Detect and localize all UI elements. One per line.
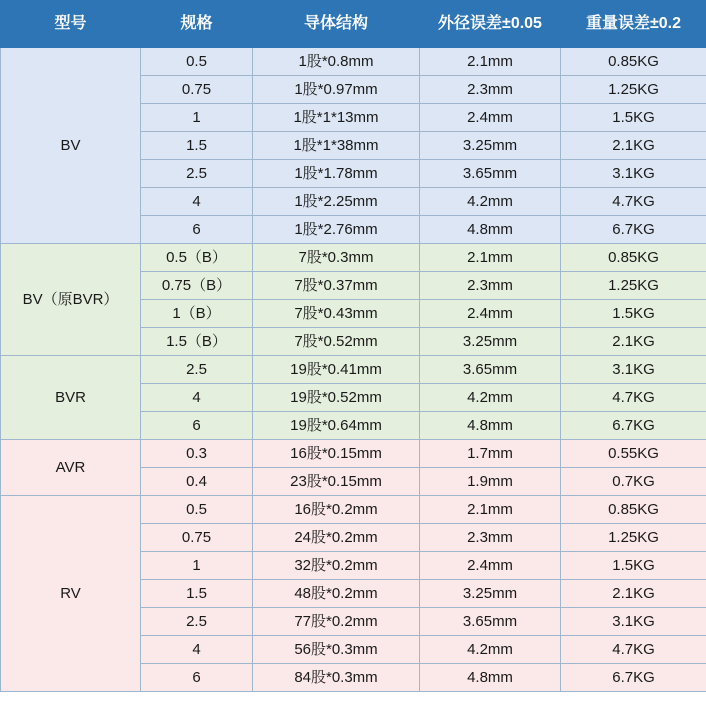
column-header-conductor: 导体结构 bbox=[253, 1, 420, 48]
cell-spec: 6 bbox=[141, 216, 253, 244]
cell-spec: 0.4 bbox=[141, 468, 253, 496]
cell-spec: 1 bbox=[141, 552, 253, 580]
cell-weight: 4.7KG bbox=[561, 188, 706, 216]
cell-spec: 1.5（B） bbox=[141, 328, 253, 356]
cell-weight: 4.7KG bbox=[561, 636, 706, 664]
cell-od: 2.4mm bbox=[420, 104, 561, 132]
cell-od: 1.9mm bbox=[420, 468, 561, 496]
cell-weight: 1.5KG bbox=[561, 104, 706, 132]
cell-conductor: 84股*0.3mm bbox=[253, 664, 420, 692]
table-row bbox=[1, 356, 706, 384]
cell-conductor: 16股*0.2mm bbox=[253, 496, 420, 524]
cell-weight: 0.7KG bbox=[561, 468, 706, 496]
cell-od: 4.8mm bbox=[420, 216, 561, 244]
cell-weight: 1.5KG bbox=[561, 552, 706, 580]
cell-conductor: 48股*0.2mm bbox=[253, 580, 420, 608]
cell-od: 2.1mm bbox=[420, 48, 561, 76]
cell-weight: 0.85KG bbox=[561, 496, 706, 524]
cell-conductor: 7股*0.52mm bbox=[253, 328, 420, 356]
cell-od: 1.7mm bbox=[420, 440, 561, 468]
cell-conductor: 7股*0.3mm bbox=[253, 244, 420, 272]
cell-od: 2.3mm bbox=[420, 524, 561, 552]
cell-weight: 2.1KG bbox=[561, 580, 706, 608]
cell-spec: 0.5（B） bbox=[141, 244, 253, 272]
cell-spec: 0.3 bbox=[141, 440, 253, 468]
cell-od: 3.25mm bbox=[420, 132, 561, 160]
table-row bbox=[1, 440, 706, 468]
cell-weight: 1.25KG bbox=[561, 272, 706, 300]
cell-spec: 0.75 bbox=[141, 76, 253, 104]
cell-od: 2.1mm bbox=[420, 244, 561, 272]
cell-od: 4.8mm bbox=[420, 412, 561, 440]
cell-spec: 1 bbox=[141, 104, 253, 132]
cell-spec: 1.5 bbox=[141, 580, 253, 608]
cell-weight: 1.25KG bbox=[561, 524, 706, 552]
cell-conductor: 1股*1*38mm bbox=[253, 132, 420, 160]
table-row bbox=[1, 496, 706, 524]
cell-od: 2.1mm bbox=[420, 496, 561, 524]
cell-conductor: 23股*0.15mm bbox=[253, 468, 420, 496]
cell-weight: 0.85KG bbox=[561, 48, 706, 76]
cell-spec: 0.75（B） bbox=[141, 272, 253, 300]
cell-conductor: 1股*0.8mm bbox=[253, 48, 420, 76]
cell-weight: 6.7KG bbox=[561, 216, 706, 244]
column-header-spec: 规格 bbox=[141, 1, 253, 48]
column-header-weight-tolerance: 重量误差±0.2 bbox=[561, 1, 706, 48]
cell-model: RV bbox=[1, 496, 141, 692]
cell-spec: 0.75 bbox=[141, 524, 253, 552]
cell-weight: 1.5KG bbox=[561, 300, 706, 328]
cell-model: AVR bbox=[1, 440, 141, 496]
cell-weight: 3.1KG bbox=[561, 356, 706, 384]
cell-od: 4.2mm bbox=[420, 188, 561, 216]
cell-model: BVR bbox=[1, 356, 141, 440]
cell-od: 4.2mm bbox=[420, 384, 561, 412]
cell-od: 2.3mm bbox=[420, 76, 561, 104]
table-row bbox=[1, 244, 706, 272]
cell-weight: 2.1KG bbox=[561, 328, 706, 356]
cell-spec: 0.5 bbox=[141, 496, 253, 524]
cell-weight: 2.1KG bbox=[561, 132, 706, 160]
cell-weight: 3.1KG bbox=[561, 608, 706, 636]
cell-spec: 4 bbox=[141, 384, 253, 412]
column-header-model: 型号 bbox=[1, 1, 141, 48]
cell-spec: 4 bbox=[141, 636, 253, 664]
cell-conductor: 1股*0.97mm bbox=[253, 76, 420, 104]
cell-spec: 6 bbox=[141, 664, 253, 692]
cell-spec: 1（B） bbox=[141, 300, 253, 328]
cell-conductor: 19股*0.41mm bbox=[253, 356, 420, 384]
table-body bbox=[1, 48, 706, 692]
cell-od: 3.65mm bbox=[420, 356, 561, 384]
cell-conductor: 56股*0.3mm bbox=[253, 636, 420, 664]
cell-weight: 4.7KG bbox=[561, 384, 706, 412]
cell-conductor: 1股*2.76mm bbox=[253, 216, 420, 244]
cell-weight: 6.7KG bbox=[561, 664, 706, 692]
cell-weight: 0.85KG bbox=[561, 244, 706, 272]
table-row bbox=[1, 48, 706, 76]
cell-weight: 6.7KG bbox=[561, 412, 706, 440]
cell-od: 4.8mm bbox=[420, 664, 561, 692]
cell-conductor: 7股*0.43mm bbox=[253, 300, 420, 328]
cell-spec: 0.5 bbox=[141, 48, 253, 76]
cell-weight: 1.25KG bbox=[561, 76, 706, 104]
cell-conductor: 24股*0.2mm bbox=[253, 524, 420, 552]
cell-conductor: 19股*0.64mm bbox=[253, 412, 420, 440]
cell-conductor: 32股*0.2mm bbox=[253, 552, 420, 580]
table-header bbox=[1, 1, 706, 48]
cell-od: 2.4mm bbox=[420, 552, 561, 580]
cell-spec: 4 bbox=[141, 188, 253, 216]
cell-spec: 2.5 bbox=[141, 160, 253, 188]
cell-od: 2.3mm bbox=[420, 272, 561, 300]
cell-weight: 0.55KG bbox=[561, 440, 706, 468]
cell-od: 4.2mm bbox=[420, 636, 561, 664]
cell-od: 3.25mm bbox=[420, 580, 561, 608]
cell-weight: 3.1KG bbox=[561, 160, 706, 188]
cell-od: 3.65mm bbox=[420, 160, 561, 188]
cell-od: 2.4mm bbox=[420, 300, 561, 328]
cell-spec: 1.5 bbox=[141, 132, 253, 160]
cell-od: 3.25mm bbox=[420, 328, 561, 356]
table-header-row bbox=[1, 1, 706, 48]
cell-conductor: 1股*2.25mm bbox=[253, 188, 420, 216]
cell-spec: 2.5 bbox=[141, 608, 253, 636]
cell-spec: 6 bbox=[141, 412, 253, 440]
cell-model: BV（原BVR） bbox=[1, 244, 141, 356]
cell-spec: 2.5 bbox=[141, 356, 253, 384]
cell-model: BV bbox=[1, 48, 141, 244]
cell-conductor: 77股*0.2mm bbox=[253, 608, 420, 636]
cell-od: 3.65mm bbox=[420, 608, 561, 636]
cell-conductor: 7股*0.37mm bbox=[253, 272, 420, 300]
cell-conductor: 1股*1.78mm bbox=[253, 160, 420, 188]
cell-conductor: 19股*0.52mm bbox=[253, 384, 420, 412]
cell-conductor: 1股*1*13mm bbox=[253, 104, 420, 132]
cell-conductor: 16股*0.15mm bbox=[253, 440, 420, 468]
column-header-outer-diameter-tolerance: 外径误差±0.05 bbox=[420, 1, 561, 48]
